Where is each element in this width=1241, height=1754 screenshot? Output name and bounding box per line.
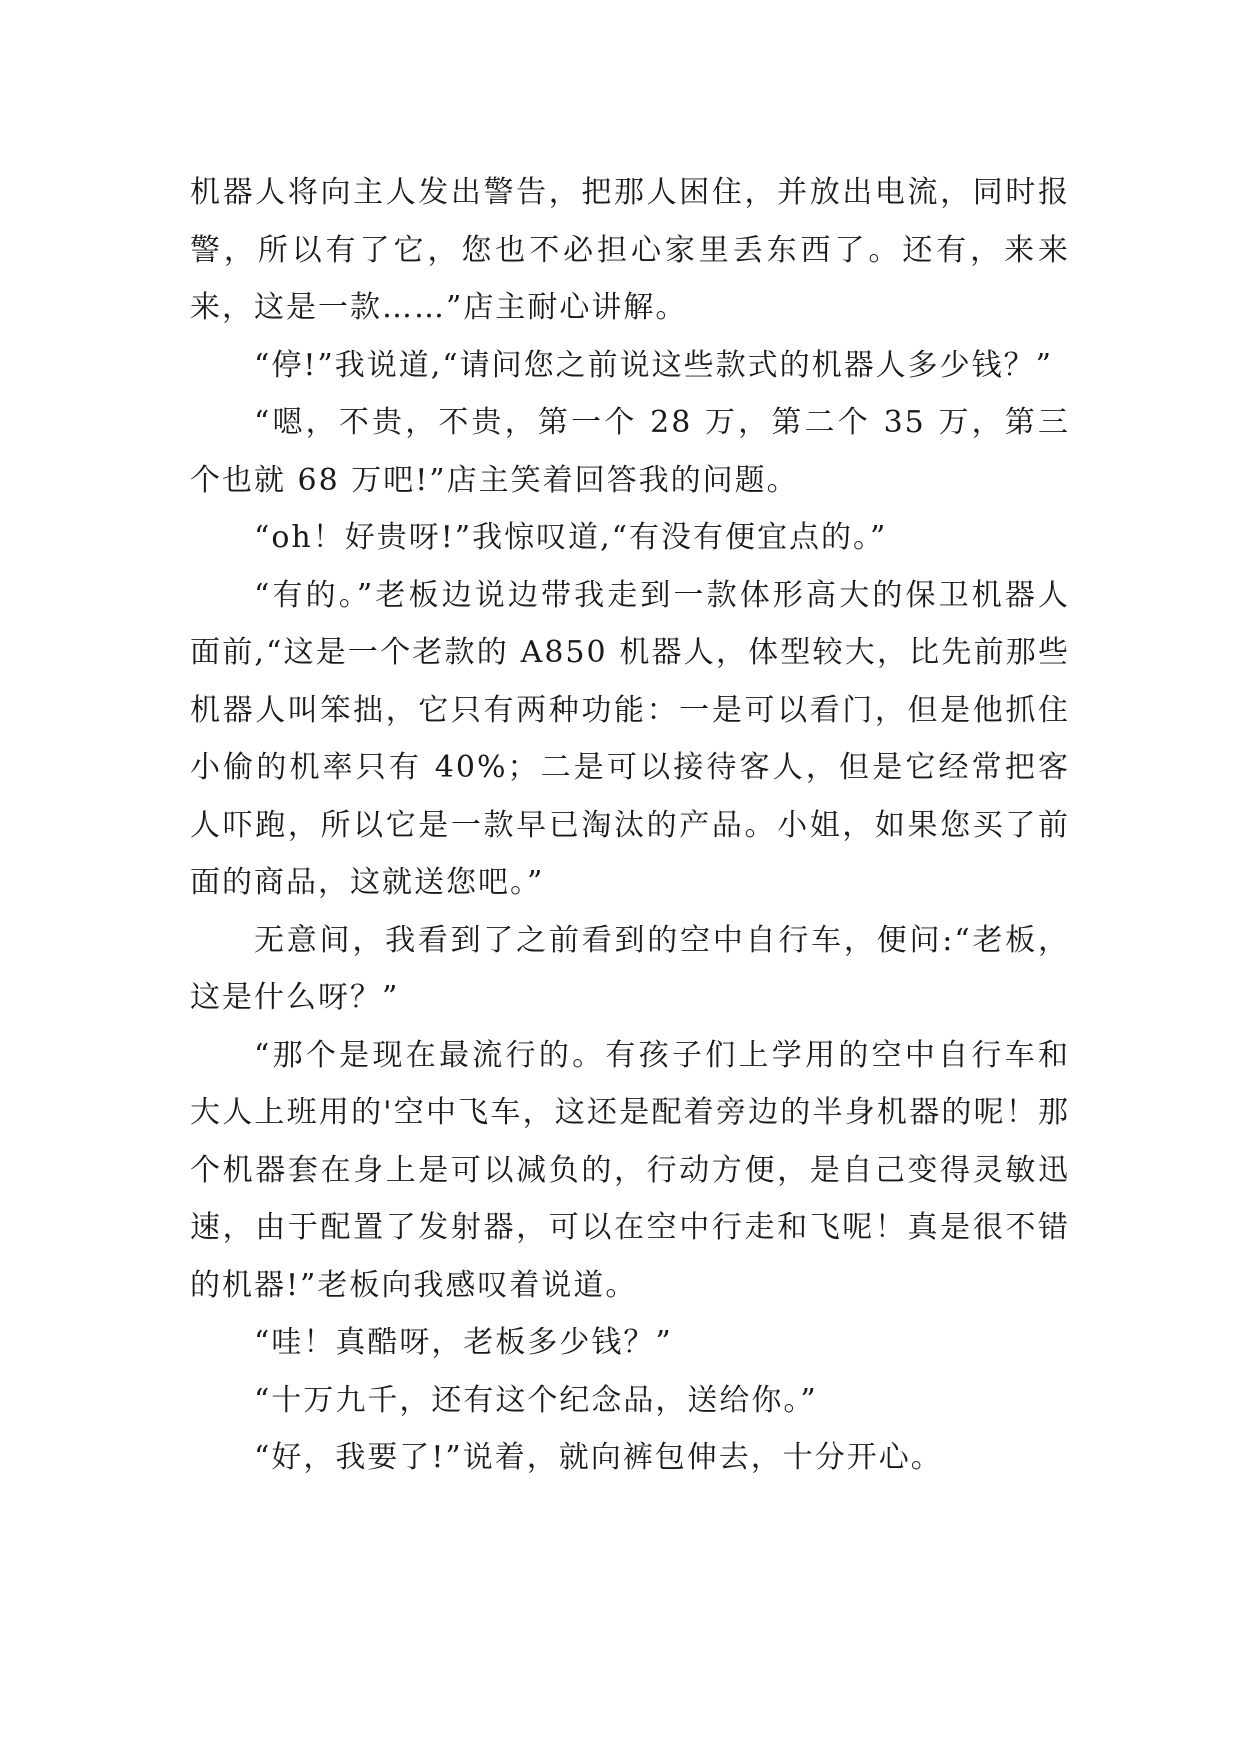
paragraph-3: “嗯，不贵，不贵，第一个 28 万，第二个 35 万，第三个也就 68 万吧!”店主笑着回答我的问题。 <box>190 405 1070 498</box>
paragraph-10: “好，我要了!”说着，就向裤包伸去，十分开心。 <box>254 1440 943 1475</box>
paragraph-9: “十万九千，还有这个纪念品，送给你。” <box>254 1382 818 1418</box>
paragraph-5: “有的。”老板边说边带我走到一款体形高大的保卫机器人面前,“这是一个老款的 A850 机器人，体型较大，比先前那些机器人叫笨拙，它只有两种功能：一是可以看门，但是他抓住小偷的机率只有 40%；二是可以接待客人，但是它经常把客人吓跑，所以它是一款早已淘汰的产品。小姐，如果您买了前面的商品，这就送您吧。” <box>190 577 1070 900</box>
story-text <box>190 164 1070 1487</box>
paragraph-8: “哇！真酷呀，老板多少钱？” <box>254 1325 673 1360</box>
paragraph-2: “停!”我说道,“请问您之前说这些款式的机器人多少钱？” <box>254 347 1053 383</box>
paragraph-1: 机器人将向主人发出警告，把那人困住，并放出电流，同时报警，所以有了它，您也不必担心家里丢东西了。还有，来来来，这是一款……”店主耐心讲解。 <box>190 175 1070 325</box>
paragraph-4: “oh！好贵呀!”我惊叹道,“有没有便宜点的。” <box>254 520 888 555</box>
paragraph-6: 无意间，我看到了之前看到的空中自行车，便问:“老板，这是什么呀？” <box>190 922 1070 1015</box>
paragraph-7: “那个是现在最流行的。有孩子们上学用的空中自行车和大人上班用的'空中飞车，这还是配着旁边的半身机器的呢！那个机器套在身上是可以减负的，行动方便，是自己变得灵敏迅速，由于配置了发射器，可以在空中行走和飞呢！真是很不错的机器!”老板向我感叹着说道。 <box>190 1037 1070 1303</box>
